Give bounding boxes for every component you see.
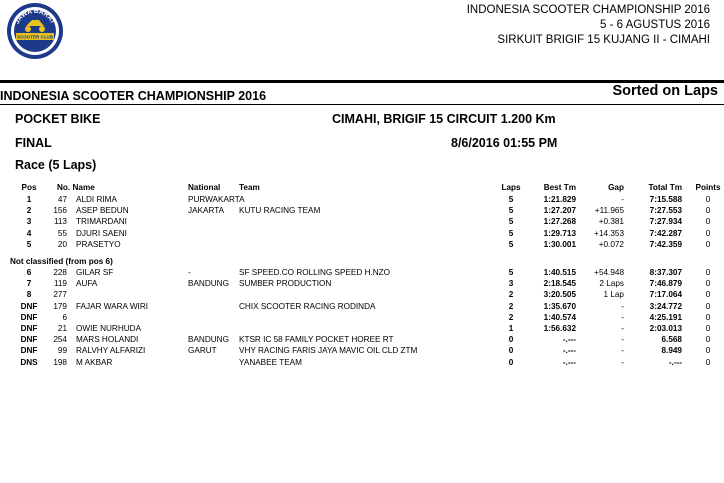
cell-laps: 0	[508, 335, 514, 345]
cell-best: 3:20.505	[543, 290, 576, 300]
col-best: Best Tm	[543, 183, 576, 192]
cell-total: 7:17.064	[649, 290, 682, 300]
cell-points: 0	[705, 335, 711, 345]
cell-total: 8.949	[661, 346, 682, 356]
cell-points: 0	[705, 228, 711, 238]
table-row	[0, 289, 724, 300]
cell-national: BANDUNG	[188, 279, 229, 289]
table-row	[0, 205, 724, 216]
cell-no: 6	[62, 312, 67, 322]
cell-pos: 7	[26, 279, 32, 289]
session-name: FINAL	[15, 136, 52, 150]
cell-laps: 2	[508, 301, 514, 311]
cell-points: 0	[705, 301, 711, 311]
cell-best: 1:27.268	[543, 217, 576, 227]
cell-name: TRIMARDANI	[76, 217, 127, 227]
cell-name: ALDI RIMA	[76, 195, 117, 204]
cell-total: 2:03.013	[649, 324, 682, 333]
cell-gap: -	[621, 357, 624, 367]
cell-pos: 1	[26, 195, 32, 204]
cell-national: BANDUNG	[188, 335, 229, 345]
cell-total: 7:46.879	[649, 279, 682, 289]
cell-name: RALVHY ALFARIZI	[76, 346, 146, 356]
not-classified-label: Not classified (from pos 6)	[10, 257, 113, 266]
cell-laps: 5	[508, 239, 514, 249]
cell-no: 179	[53, 301, 67, 311]
col-total: Total Tm	[648, 183, 682, 192]
cell-gap: +11.965	[594, 206, 624, 216]
cell-best: -.---	[562, 346, 576, 356]
table-row	[0, 345, 724, 356]
report-title: INDONESIA SCOOTER CHAMPIONSHIP 2016	[0, 89, 267, 103]
cell-no: 55	[57, 228, 67, 238]
table-row	[0, 301, 724, 312]
cell-best: 1:40.515	[543, 268, 576, 277]
cell-national: -	[188, 268, 191, 277]
cell-gap: -	[621, 312, 624, 322]
cell-total: 7:15.588	[649, 195, 682, 204]
cell-laps: 5	[508, 206, 514, 216]
table-row	[0, 334, 724, 345]
cell-total: 7:27.553	[649, 206, 682, 216]
cell-name: AUFA	[76, 279, 98, 289]
cell-team: KTSR IC 58 FAMILY POCKET HOREE RT	[239, 335, 394, 345]
cell-no: 198	[53, 357, 67, 367]
cell-gap: 2 Laps	[599, 279, 624, 289]
event-venue: SIRKUIT BRIGIF 15 KUJANG II - CIMAHI	[497, 34, 710, 46]
table-row	[0, 357, 724, 368]
sort-label: Sorted on Laps	[612, 83, 718, 99]
cell-pos: 3	[26, 217, 32, 227]
logo-text-band: SCOOTER CLUB	[17, 34, 53, 40]
cell-laps: 1	[508, 324, 514, 333]
col-points: Points	[695, 183, 721, 192]
cell-points: 0	[705, 279, 711, 289]
cell-best: 1:27.207	[543, 206, 576, 216]
cell-gap: -	[621, 335, 624, 345]
cell-gap: -	[621, 346, 624, 356]
cell-name: MARS HOLANDI	[76, 335, 139, 345]
logo-text-top: JAWA BARAT	[13, 7, 57, 26]
table-row	[0, 323, 724, 334]
cell-total: 4:25.191	[649, 312, 682, 322]
cell-laps: 5	[508, 228, 514, 238]
race-laps: Race (5 Laps)	[15, 158, 97, 172]
cell-total: 7:42.359	[649, 239, 682, 249]
col-laps: Laps	[501, 183, 521, 192]
cell-best: 2:18.545	[543, 279, 576, 289]
cell-pos: 5	[26, 239, 32, 249]
cell-pos: DNF	[20, 301, 38, 311]
cell-no: 277	[53, 290, 67, 300]
cell-name: M AKBAR	[76, 357, 113, 367]
cell-points: 0	[705, 357, 711, 367]
circuit-name: CIMAHI, BRIGIF 15 CIRCUIT 1.200 Km	[332, 112, 556, 126]
cell-gap: +0.381	[598, 217, 624, 227]
results-header	[0, 182, 724, 193]
cell-name: GILAR SF	[76, 268, 114, 277]
cell-pos: 2	[26, 206, 32, 216]
cell-team: VHY RACING FARIS JAYA MAVIC OIL CLD ZTM	[239, 346, 418, 356]
cell-pos: DNF	[20, 335, 38, 345]
table-row	[0, 239, 724, 250]
cell-gap: -	[621, 195, 624, 204]
cell-total: 7:42.287	[649, 228, 682, 238]
col-national: National	[188, 183, 221, 192]
cell-best: 1:35.670	[543, 301, 576, 311]
cell-gap: +14.353	[594, 228, 624, 238]
cell-no: 21	[57, 324, 67, 333]
cell-no: 47	[57, 195, 67, 204]
col-gap: Gap	[608, 183, 624, 192]
table-row	[0, 194, 724, 205]
cell-points: 0	[705, 290, 711, 300]
table-row	[0, 312, 724, 323]
col-no-name: No. Name	[57, 183, 95, 192]
cell-name: DJURI SAENI	[76, 228, 127, 238]
cell-no: 119	[53, 279, 67, 289]
cell-points: 0	[705, 312, 711, 322]
cell-team: KUTU RACING TEAM	[239, 206, 321, 216]
race-class: POCKET BIKE	[15, 112, 101, 126]
header-underline	[0, 104, 724, 105]
cell-best: -.---	[562, 357, 576, 367]
cell-points: 0	[705, 239, 711, 249]
cell-points: 0	[705, 324, 711, 333]
cell-laps: 2	[508, 312, 514, 322]
cell-best: 1:30.001	[543, 239, 576, 249]
col-team: Team	[239, 183, 260, 192]
cell-gap: +54.948	[594, 268, 624, 277]
cell-laps: 2	[508, 290, 514, 300]
cell-name: ASEP BEDUN	[76, 206, 129, 216]
table-row	[0, 278, 724, 289]
cell-points: 0	[705, 346, 711, 356]
cell-total: 8:37.307	[649, 268, 682, 277]
cell-name: OWIE NURHUDA	[76, 324, 142, 333]
cell-pos: DNF	[20, 324, 38, 333]
cell-pos: 6	[26, 268, 32, 277]
event-title: INDONESIA SCOOTER CHAMPIONSHIP 2016	[466, 4, 710, 16]
cell-national: GARUT	[188, 346, 217, 356]
cell-no: 99	[57, 346, 67, 356]
cell-laps: 5	[508, 268, 514, 277]
cell-points: 0	[705, 195, 711, 204]
cell-total: 6.568	[661, 335, 682, 345]
event-dates: 5 - 6 AGUSTUS 2016	[600, 19, 710, 31]
club-logo	[6, 2, 64, 60]
cell-best: 1:29.713	[543, 228, 576, 238]
cell-laps: 3	[508, 279, 514, 289]
cell-gap: +0.072	[598, 239, 624, 249]
cell-team: YANABEE TEAM	[239, 357, 302, 367]
cell-name: PRASETYO	[76, 239, 121, 249]
cell-no: 228	[53, 268, 67, 277]
cell-national: PURWAKARTA	[188, 195, 245, 204]
cell-no: 20	[57, 239, 67, 249]
cell-total: 3:24.772	[649, 301, 682, 311]
cell-best: 1:21.829	[543, 195, 576, 204]
cell-best: -.---	[562, 335, 576, 345]
col-pos: Pos	[21, 183, 37, 192]
cell-total: -.---	[668, 357, 682, 367]
cell-pos: 4	[26, 228, 32, 238]
cell-best: 1:56.632	[543, 324, 576, 333]
table-row	[0, 228, 724, 239]
cell-no: 156	[53, 206, 67, 216]
cell-laps: 5	[508, 195, 514, 204]
cell-name: FAJAR WARA WIRI	[76, 301, 149, 311]
cell-points: 0	[705, 206, 711, 216]
cell-national: JAKARTA	[188, 206, 225, 216]
cell-gap: -	[621, 301, 624, 311]
table-row	[0, 216, 724, 227]
cell-points: 0	[705, 268, 711, 277]
cell-team: CHIX SCOOTER RACING RODINDA	[239, 301, 376, 311]
cell-team: SF SPEED.CO ROLLING SPEED H.NZO	[239, 268, 391, 277]
cell-total: 7:27.934	[649, 217, 682, 227]
cell-team: SUMBER PRODUCTION	[239, 279, 332, 289]
cell-pos: DNF	[20, 312, 38, 322]
cell-best: 1:40.574	[543, 312, 576, 322]
cell-pos: 8	[26, 290, 32, 300]
cell-laps: 0	[508, 357, 514, 367]
event-info	[467, 3, 710, 48]
session-datetime: 8/6/2016 01:55 PM	[451, 136, 558, 150]
cell-laps: 5	[508, 217, 514, 227]
cell-pos: DNS	[20, 357, 38, 367]
cell-no: 254	[53, 335, 67, 345]
cell-pos: DNF	[20, 346, 38, 356]
cell-points: 0	[705, 217, 711, 227]
table-row	[0, 267, 724, 278]
cell-no: 113	[53, 217, 67, 227]
cell-gap: 1 Lap	[603, 290, 624, 300]
cell-gap: -	[621, 324, 624, 333]
cell-laps: 0	[508, 346, 514, 356]
